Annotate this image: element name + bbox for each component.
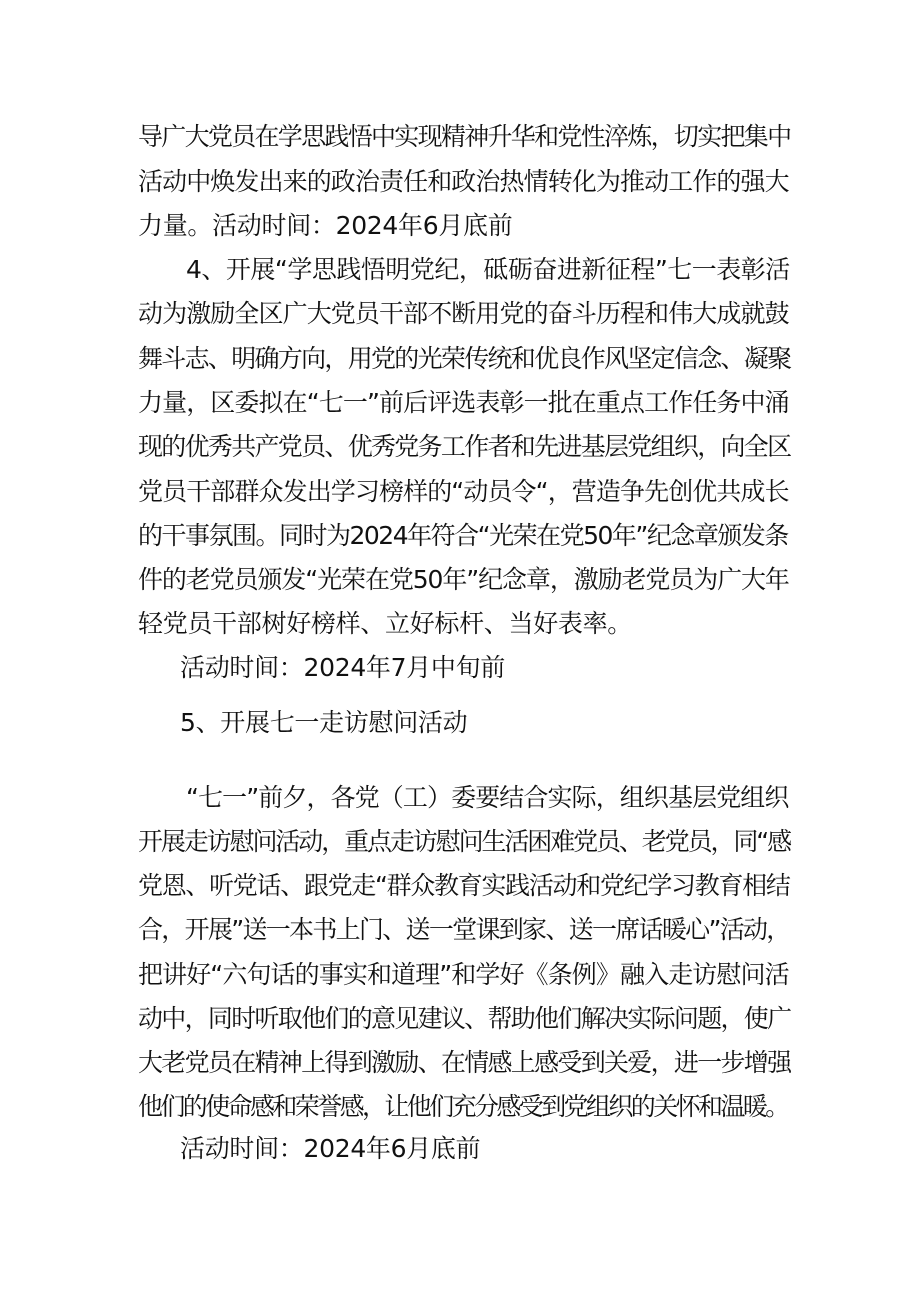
paragraph-line: 党恩、听党话、跟党走“群众教育实践活动和党纪学习教育相结 [138, 871, 790, 900]
paragraph-line: “七一”前夕，各党（工）委要结合实际，组织基层党组织 [186, 783, 789, 812]
paragraph-line: 动为激励全区广大党员干部不断用党的奋斗历程和伟大成就鼓 [138, 299, 789, 328]
activity-time: 活动时间：2024年6月底前 [180, 1134, 481, 1163]
paragraph-line: 动中，同时听取他们的意见建议、帮助他们解决实际问题，使广 [138, 1004, 791, 1033]
paragraph-line: 的干事氛围。同时为2024年符合“光荣在党50年”纪念章颁发条 [138, 521, 788, 550]
paragraph-line: 合，开展”送一本书上门、送一堂课到家、送一席话暖心”活动， [138, 915, 790, 944]
paragraph-line: 现的优秀共产党员、优秀党务工作者和先进基层党组织，向全区 [138, 432, 791, 461]
paragraph-line: 党员干部群众发出学习榜样的“动员令“，营造争先创优共成长 [138, 477, 789, 506]
paragraph-line: 力量。活动时间：2024年6月底前 [138, 211, 513, 240]
paragraph-line: 把讲好“六句话的事实和道理”和学好《条例》融入走访慰问活 [138, 960, 789, 989]
paragraph-line: 导广大党员在学思践悟中实现精神升华和党性淬炼，切实把集中 [138, 122, 791, 151]
paragraph-line: 活动中焕发出来的政治责任和政治热情转化为推动工作的强大 [138, 167, 789, 196]
paragraph-line: 开展走访慰问活动，重点走访慰问生活困难党员、老党员，同“感 [138, 827, 791, 856]
paragraph-line: 舞斗志、明确方向，用党的光荣传统和优良作风坚定信念、凝聚 [138, 344, 791, 373]
activity-time: 活动时间：2024年7月中旬前 [180, 653, 506, 682]
paragraph-line: 力量，区委拟在“七一”前后评选表彰一批在重点工作任务中涌 [138, 388, 789, 417]
paragraph-line: 大老党员在精神上得到激励、在情感上感受到关爱，进一步增强 [138, 1048, 791, 1077]
section-heading-4: 4、开展“学思践悟明党纪，砥砺奋进新征程”七一表彰活 [186, 255, 790, 284]
paragraph-line: 轻党员干部树好榜样、立好标杆、当好表率。 [138, 609, 633, 638]
section-heading-5: 5、开展七一走访慰问活动 [180, 708, 468, 737]
paragraph-line: 他们的使命感和荣誉感，让他们充分感受到党组织的关怀和温暖。 [138, 1092, 788, 1121]
paragraph-line: 件的老党员颁发“光荣在党50年”纪念章，激励老党员为广大年 [138, 565, 789, 594]
